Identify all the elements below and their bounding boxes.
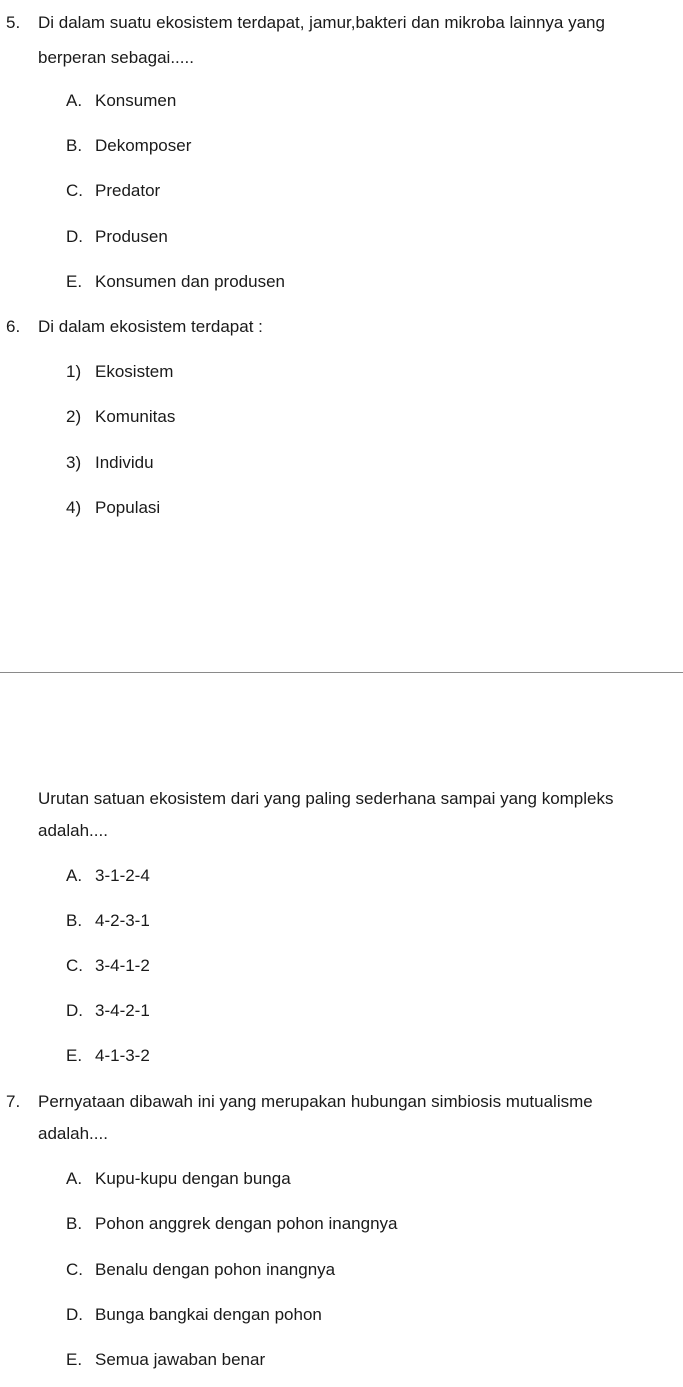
q6-number: 6. [6, 317, 21, 336]
q7-question-line2: adalah.... [38, 1124, 108, 1143]
q6-option-a-text: 3-1-2-4 [95, 866, 150, 885]
q6-item-1-text: Ekosistem [95, 362, 174, 381]
q6-option-c-text: 3-4-1-2 [95, 956, 150, 975]
q7-option-d-text: Bunga bangkai dengan pohon [95, 1305, 322, 1324]
q5-option-d-text: Produsen [95, 227, 168, 246]
q6-item-3-label: 3) [66, 453, 82, 472]
q6-question-line1: Di dalam ekosistem terdapat : [38, 317, 263, 336]
q7-option-e-label: E. [66, 1350, 83, 1369]
q6-option-c-label: C. [66, 956, 83, 975]
q6-option-d-text: 3-4-2-1 [95, 1001, 150, 1020]
q5-option-c-text: Predator [95, 181, 161, 200]
page-divider [0, 672, 683, 673]
q7-question-line1: Pernyataan dibawah ini yang merupakan hubungan simbiosis mutualisme [38, 1092, 593, 1111]
q7-option-b-label: B. [66, 1214, 83, 1233]
q6-option-b-label: B. [66, 911, 83, 930]
q7-option-e-text: Semua jawaban benar [95, 1350, 266, 1369]
q7-option-b-text: Pohon anggrek dengan pohon inangnya [95, 1214, 398, 1233]
q6-item-2-label: 2) [66, 407, 82, 426]
q5-option-e-label: E. [66, 272, 83, 291]
q5-option-b-text: Dekomposer [95, 136, 192, 155]
q5-question-line1: Di dalam suatu ekosistem terdapat, jamur,bakteri dan mikroba lainnya yang [38, 13, 605, 32]
q5-option-c-label: C. [66, 181, 83, 200]
q7-option-c-label: C. [66, 1260, 83, 1279]
q5-number: 5. [6, 13, 21, 32]
q7-option-c-text: Benalu dengan pohon inangnya [95, 1260, 336, 1279]
q6-item-4-label: 4) [66, 498, 82, 517]
q5-option-d-label: D. [66, 227, 83, 246]
q5-option-e-text: Konsumen dan produsen [95, 272, 285, 291]
q5-option-a-text: Konsumen [95, 91, 177, 110]
q6-question-cont-line2: adalah.... [38, 821, 108, 840]
q6-option-d-label: D. [66, 1001, 83, 1020]
q6-item-4-text: Populasi [95, 498, 161, 517]
q5-question-line2: berperan sebagai..... [38, 48, 194, 67]
q6-item-3-text: Individu [95, 453, 154, 472]
q5-option-b-label: B. [66, 136, 83, 155]
q6-option-e-text: 4-1-3-2 [95, 1046, 150, 1065]
q6-question-cont-line1: Urutan satuan ekosistem dari yang paling sederhana sampai yang kompleks [38, 789, 614, 808]
q6-item-1-label: 1) [66, 362, 82, 381]
q7-option-a-label: A. [66, 1169, 83, 1188]
q6-option-e-label: E. [66, 1046, 83, 1065]
q5-option-a-label: A. [66, 91, 83, 110]
q6-option-a-label: A. [66, 866, 83, 885]
q7-number: 7. [6, 1092, 21, 1111]
q6-item-2-text: Komunitas [95, 407, 176, 426]
q6-option-b-text: 4-2-3-1 [95, 911, 150, 930]
q7-option-a-text: Kupu-kupu dengan bunga [95, 1169, 291, 1188]
q7-option-d-label: D. [66, 1305, 83, 1324]
